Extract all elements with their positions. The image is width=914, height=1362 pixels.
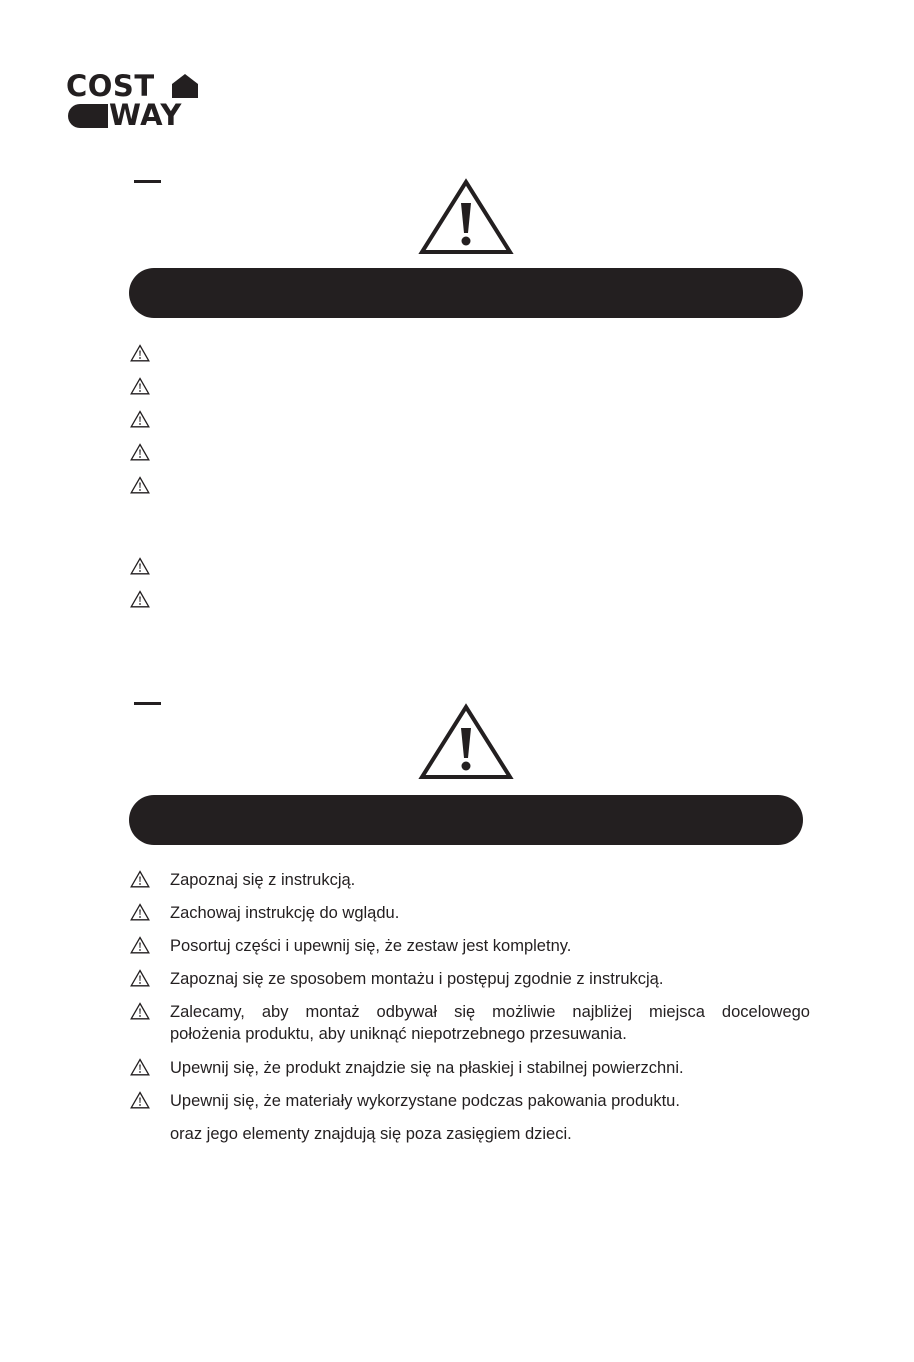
- section1-list: [130, 343, 810, 622]
- section2-list: [130, 869, 810, 1145]
- list-item: [130, 376, 810, 409]
- small-warning-triangle-icon: [130, 1002, 150, 1020]
- costway-logo: [66, 69, 202, 132]
- list-item-text: Zachowaj instrukcję do wglądu.: [170, 904, 400, 922]
- small-warning-triangle-icon: [130, 903, 150, 921]
- logo-word-bottom: WAY: [109, 98, 182, 132]
- list-item-text: Zalecamy, aby montaż odbywał się możliwie najbliżej miejsca docelowego: [170, 1003, 810, 1021]
- list-item: [130, 935, 810, 968]
- small-warning-triangle-icon: [130, 443, 150, 461]
- list-item: [130, 902, 810, 935]
- small-warning-triangle-icon: [130, 936, 150, 954]
- list-item: [130, 409, 810, 442]
- section1-banner: [129, 268, 803, 318]
- list-item-text-line2: położenia produktu, aby uniknąć niepotrzebnego przesuwania.: [170, 1025, 627, 1043]
- list-item-text: Posortuj części i upewnij się, że zestaw jest kompletny.: [170, 937, 572, 955]
- list-item: [130, 556, 810, 589]
- list-item-text: Zapoznaj się z instrukcją.: [170, 871, 356, 889]
- small-warning-triangle-icon: [130, 969, 150, 987]
- small-warning-triangle-icon: [130, 870, 150, 888]
- section2-banner: [129, 795, 803, 845]
- list-item: [130, 1090, 810, 1123]
- list-item: [130, 589, 810, 622]
- logo-pill-shape: [68, 104, 108, 128]
- section2-dash: [134, 702, 161, 705]
- small-warning-triangle-icon: [130, 410, 150, 428]
- small-warning-triangle-icon: [130, 1091, 150, 1109]
- small-warning-triangle-icon: [130, 476, 150, 494]
- list-item: [130, 1057, 810, 1090]
- logo-word-top: COST: [66, 69, 155, 103]
- list-item: [130, 475, 810, 556]
- warning-triangle-icon: [418, 703, 514, 781]
- list-item-continuation: oraz jego elementy znajdują się poza zasięgiem dzieci.: [170, 1125, 572, 1143]
- small-warning-triangle-icon: [130, 557, 150, 575]
- list-item: [130, 442, 810, 475]
- list-item: [130, 1001, 810, 1057]
- list-item-text: Zapoznaj się ze sposobem montażu i postępuj zgodnie z instrukcją.: [170, 970, 664, 988]
- small-warning-triangle-icon: [130, 590, 150, 608]
- section1-dash: [134, 180, 161, 183]
- list-item: [130, 869, 810, 902]
- small-warning-triangle-icon: [130, 1058, 150, 1076]
- list-item: [130, 968, 810, 1001]
- small-warning-triangle-icon: [130, 344, 150, 362]
- warning-triangle-icon: [418, 178, 514, 256]
- list-item: [130, 343, 810, 376]
- list-item-text: Upewnij się, że produkt znajdzie się na płaskiej i stabilnej powierzchni.: [170, 1059, 684, 1077]
- house-icon: [171, 73, 199, 99]
- list-item-text: Upewnij się, że materiały wykorzystane podczas pakowania produktu.: [170, 1092, 680, 1110]
- small-warning-triangle-icon: [130, 377, 150, 395]
